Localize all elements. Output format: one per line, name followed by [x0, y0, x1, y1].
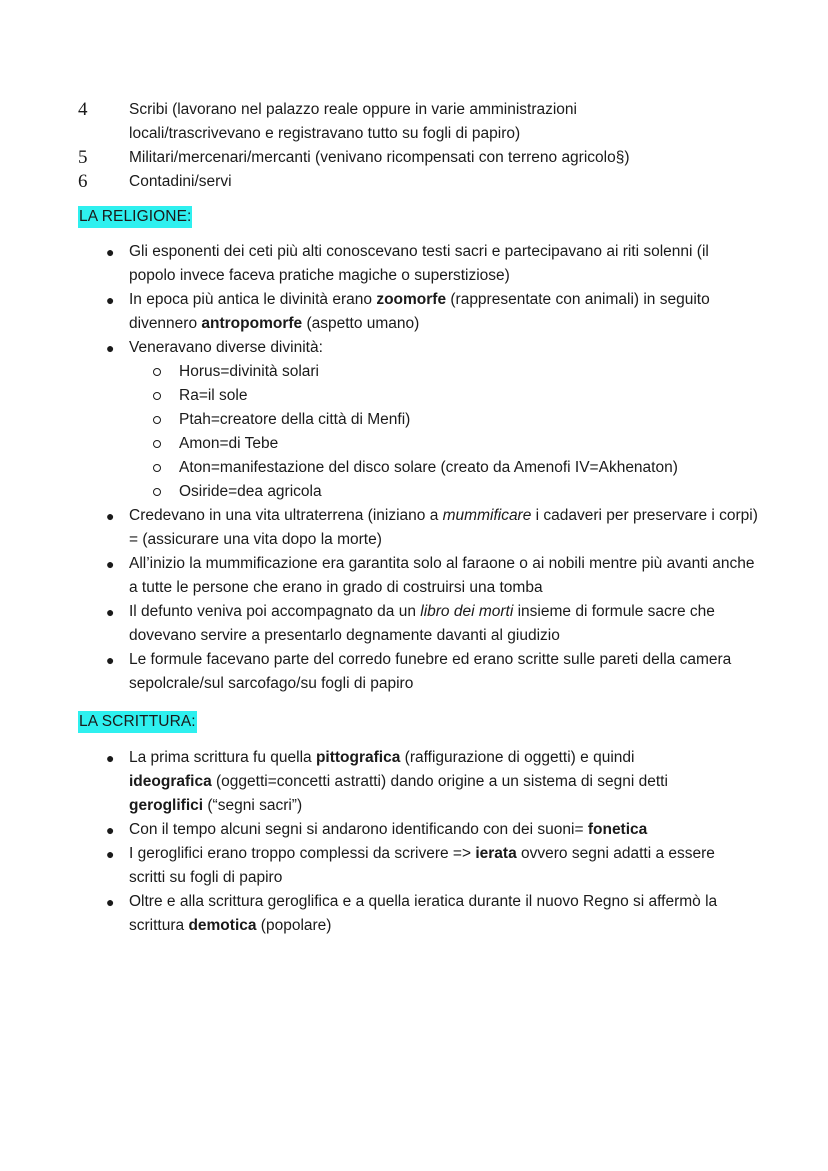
deity-text: Ra=il sole: [179, 387, 248, 404]
text-run: insieme di formule sacre che dovevano servire a presentarlo degnamente davanti al giudizio: [129, 603, 715, 644]
bold-term: ideografica: [129, 773, 212, 790]
text-run: (rappresentate con animali) in seguito divennero: [129, 291, 710, 332]
text-run: (“segni sacri”): [203, 797, 303, 814]
religione-list: [0, 240, 828, 696]
rank-number: 4: [78, 99, 88, 120]
list-item: [0, 746, 828, 818]
bold-term: demotica: [188, 917, 257, 934]
deity-text: Amon=di Tebe: [179, 435, 279, 452]
list-item-text: Gli esponenti dei ceti più alti conoscevano testi sacri e partecipavano ai riti solenni (il popolo invece faceva pratiche magiche o superstiziose): [129, 243, 709, 284]
list-item: [0, 552, 828, 600]
deity-text: Horus=divinità solari: [179, 363, 319, 380]
scrittura-list: [0, 746, 828, 938]
list-item-text: [129, 746, 719, 818]
text-run: Il defunto veniva poi accompagnato da un: [129, 603, 421, 620]
text-run: (popolare): [256, 917, 332, 934]
list-item: [0, 890, 828, 938]
list-item: [0, 240, 828, 288]
list-item-text: [129, 890, 769, 938]
deity-text: Osiride=dea agricola: [179, 483, 322, 500]
list-item-text: [129, 288, 759, 336]
bullet-icon: ●: [106, 340, 115, 356]
circle-bullet-icon: [153, 368, 161, 376]
list-item-text: [129, 842, 729, 890]
circle-bullet-icon: [153, 440, 161, 448]
list-item: [0, 288, 828, 336]
deity-item: [0, 432, 828, 456]
rank-text: Contadini/servi: [129, 173, 232, 190]
bullet-icon: ●: [106, 556, 115, 572]
list-item-text: Veneravano diverse divinità:: [129, 339, 323, 356]
text-run: Credevano in una vita ultraterrena (iniziano a: [129, 507, 443, 524]
list-item-text: [129, 504, 759, 552]
list-item-text: [129, 600, 759, 648]
bullet-icon: ●: [106, 652, 115, 668]
bullet-icon: ●: [106, 822, 115, 838]
bold-term: geroglifici: [129, 797, 204, 814]
text-run: I geroglifici erano troppo complessi da scrivere =>: [129, 845, 476, 862]
bold-term: zoomorfe: [376, 291, 447, 308]
section-heading-religione: LA RELIGIONE:: [78, 206, 192, 228]
italic-term: libro dei morti: [420, 603, 514, 620]
bold-term: fonetica: [587, 821, 648, 838]
text-run: La prima scrittura fu quella: [129, 749, 316, 766]
deity-list: [0, 360, 828, 504]
rank-text: Scribi (lavorano nel palazzo reale oppure in varie amministrazioni locali/trascrivevano e registravano tutto su fogli di papiro): [129, 101, 577, 142]
rank-number: 5: [78, 147, 88, 168]
deity-item: [0, 384, 828, 408]
circle-bullet-icon: [153, 392, 161, 400]
text-run: ovvero segni adatti a essere scritti su fogli di papiro: [129, 845, 715, 886]
circle-bullet-icon: [153, 416, 161, 424]
text-run: (raffigurazione di oggetti) e quindi: [400, 749, 635, 766]
bold-term: antropomorfe: [201, 315, 303, 332]
list-item: [0, 818, 828, 842]
text-run: Con il tempo alcuni segni si andarono identificando con dei suoni=: [129, 821, 588, 838]
text-run: (oggetti=concetti astratti) dando origine a un sistema di segni detti: [211, 773, 668, 790]
deity-text: Aton=manifestazione del disco solare (creato da Amenofi IV=Akhenaton): [179, 459, 678, 476]
deity-item: [0, 408, 828, 432]
text-run: (aspetto umano): [302, 315, 420, 332]
bullet-icon: ●: [106, 846, 115, 862]
list-item-text: All’inizio la mummificazione era garantita solo al faraone o ai nobili mentre più avanti anche a tutte le persone che erano in grado di costruirsi una tomba: [129, 555, 755, 596]
bullet-icon: ●: [106, 604, 115, 620]
deity-item: [0, 456, 828, 480]
bold-term: ierata: [475, 845, 517, 862]
section-heading-scrittura: LA SCRITTURA:: [78, 711, 197, 733]
circle-bullet-icon: [153, 464, 161, 472]
rank-text: Militari/mercenari/mercanti (venivano ricompensati con terreno agricolo§): [129, 149, 630, 166]
bullet-icon: ●: [106, 508, 115, 524]
rank-number: 6: [78, 171, 88, 192]
list-item: [0, 842, 828, 890]
bold-term: pittografica: [315, 749, 401, 766]
deity-item: [0, 360, 828, 384]
list-item-text: Le formule facevano parte del corredo funebre ed erano scritte sulle pareti della camera sepolcrale/sul sarcofago/su fogli di papiro: [129, 651, 732, 692]
list-item: [0, 600, 828, 648]
deity-text: Ptah=creatore della città di Menfi): [179, 411, 411, 428]
circle-bullet-icon: [153, 488, 161, 496]
bullet-icon: ●: [106, 244, 115, 260]
deity-item: [0, 480, 828, 504]
list-item: [0, 336, 828, 504]
bullet-icon: ●: [106, 750, 115, 766]
text-run: Oltre e alla scrittura geroglifica e a quella ieratica durante il nuovo Regno si affermò la scrittura: [129, 893, 718, 934]
list-item-text: [129, 818, 759, 842]
italic-term: mummificare: [442, 507, 532, 524]
bullet-icon: ●: [106, 894, 115, 910]
list-item: [0, 504, 828, 552]
text-run: In epoca più antica le divinità erano: [129, 291, 377, 308]
bullet-icon: ●: [106, 292, 115, 308]
list-item: [0, 648, 828, 696]
text-run: i cadaveri per preservare i corpi) = (assicurare una vita dopo la morte): [129, 507, 758, 548]
